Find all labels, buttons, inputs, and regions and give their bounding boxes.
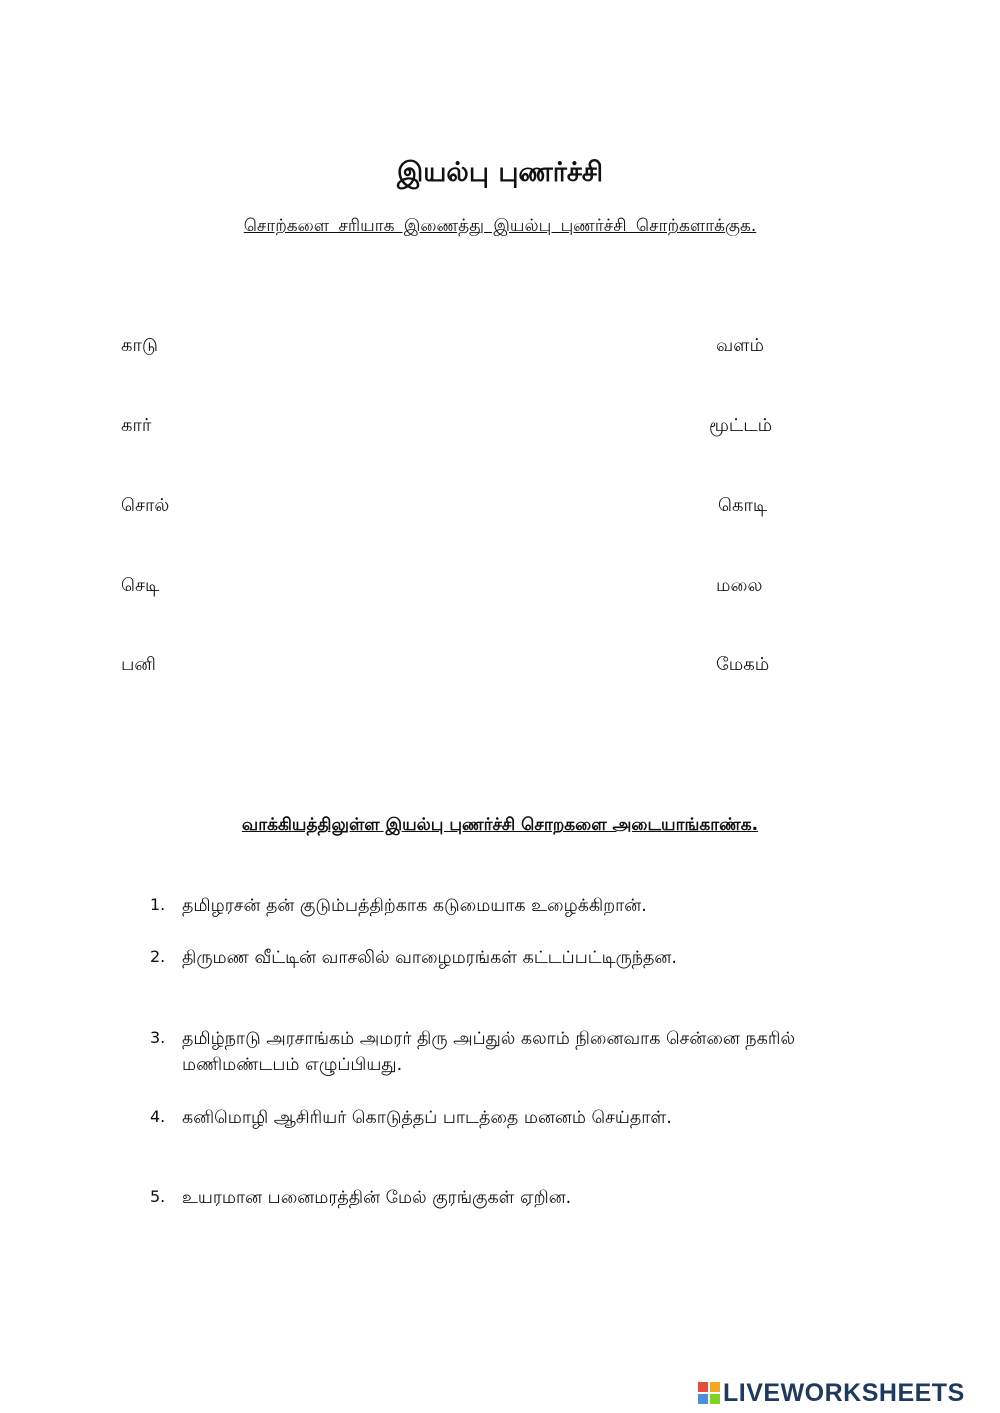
liveworksheets-logo [698,1378,965,1408]
page-title: இயல்பு புணர்ச்சி [397,157,603,188]
left-word[interactable]: சொல் [121,495,170,516]
mark-square [710,1382,720,1392]
matching-instruction: சொற்களை சரியாக இணைத்து இயல்பு புணர்ச்சி சொற்களாக்குக. [243,216,757,236]
right-word[interactable]: கொடி [718,495,768,516]
sentence-item [150,1185,850,1211]
left-word[interactable]: பனி [121,654,156,675]
sentence-item [150,945,850,971]
sentence-text[interactable]: கனிமொழி ஆசிரியர் கொடுத்தப் பாடத்தை மனனம் செய்தாள். [182,1108,672,1128]
identify-instruction: வாக்கியத்திலுள்ள இயல்பு புணர்ச்சி சொறகளை அடையாங்காண்க. [241,815,759,835]
left-word[interactable]: கார் [121,415,152,436]
sentence-text[interactable]: தமிழ்நாடு அரசாங்கம் அமரர் திரு அப்துல் கலாம் நினைவாக சென்னை நகரில் மணிமண்டபம் எழுப்பியது. [182,1029,795,1075]
sentence-number: 5. [150,1187,166,1206]
sentence-text[interactable]: உயரமான பனைமரத்தின் மேல் குரங்குகள் ஏறின. [182,1188,572,1208]
left-word[interactable]: செடி [121,575,160,596]
sentence-item [150,1105,850,1131]
liveworksheets-mark-icon [698,1382,720,1404]
brand-name: LIVEWORKSHEETS [723,1378,965,1407]
sentence-number: 2. [150,947,166,966]
mark-square [698,1382,708,1392]
right-word[interactable]: மலை [716,575,763,596]
right-word[interactable]: மூட்டம் [709,415,773,436]
right-word[interactable]: மேகம் [716,654,770,675]
sentence-number: 3. [150,1028,166,1047]
sentence-number: 4. [150,1107,166,1126]
right-word[interactable]: வளம் [716,335,764,356]
sentence-number: 1. [150,895,166,914]
mark-square [698,1394,708,1404]
left-word[interactable]: காடு [121,335,158,356]
sentence-item [150,893,850,919]
sentence-text[interactable]: திருமண வீட்டின் வாசலில் வாழைமரங்கள் கட்டப்பட்டிருந்தன. [182,948,677,968]
sentence-text[interactable]: தமிழரசன் தன் குடும்பத்திற்காக கடுமையாக உழைக்கிறான். [182,896,647,916]
sentence-item [150,1026,810,1078]
mark-square [710,1394,720,1404]
